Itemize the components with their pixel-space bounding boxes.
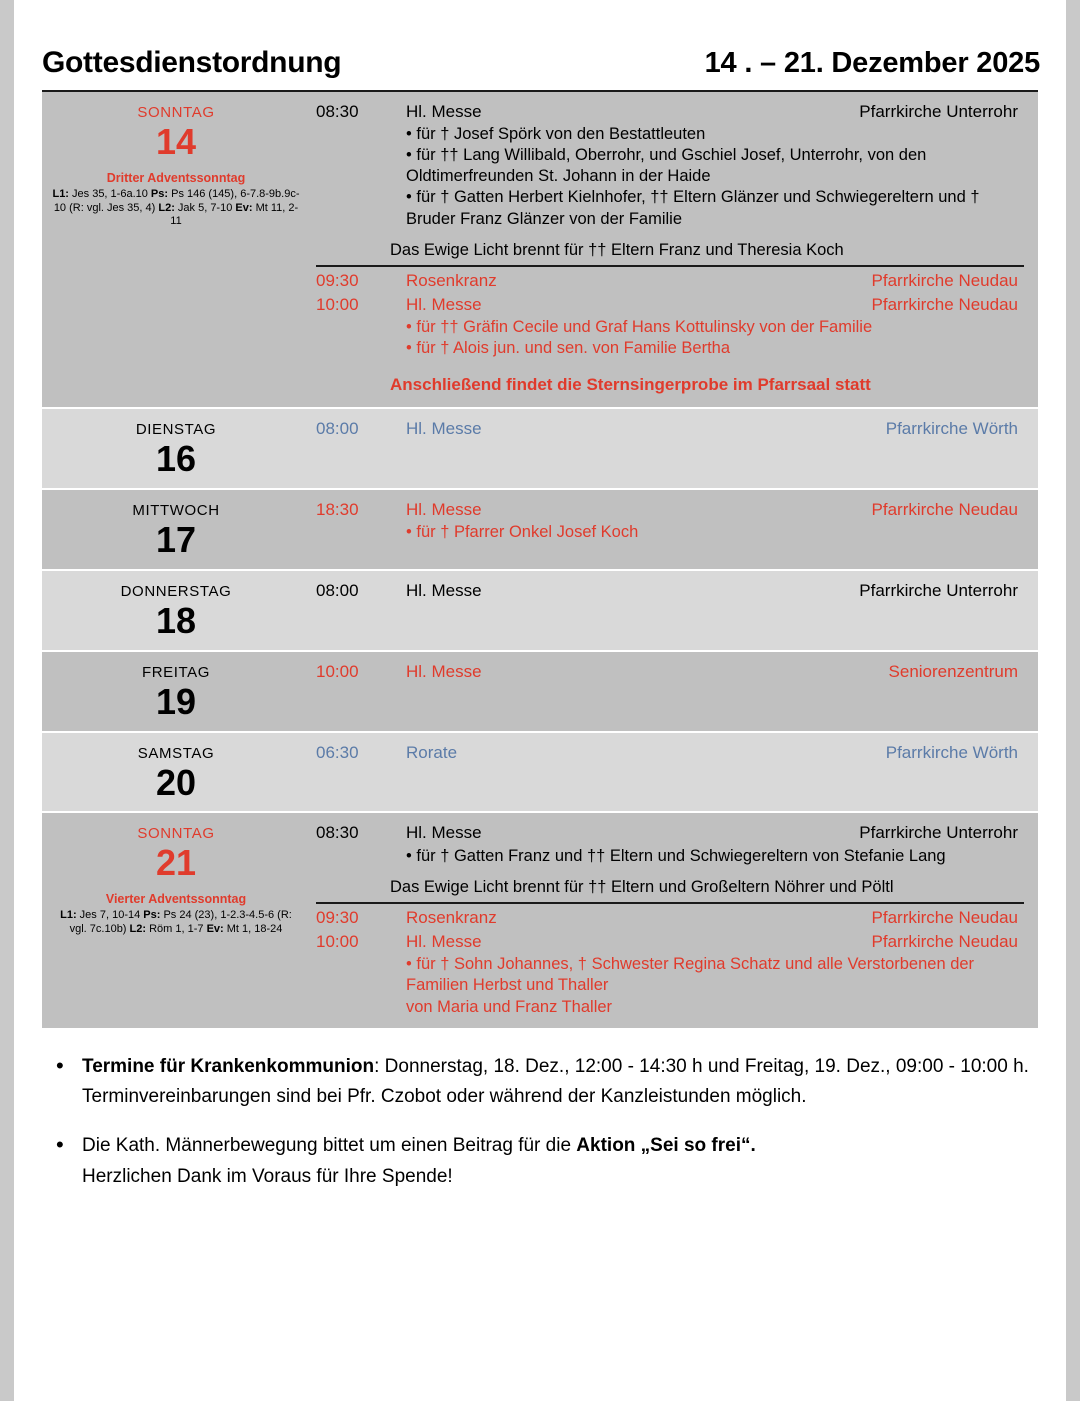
service-time: 08:30: [316, 102, 359, 121]
service-time: 10:00: [316, 295, 359, 315]
feast-label: Vierter Adventssonntag: [105, 892, 247, 907]
note-text: Termine für Krankenkommunion: Donnerstag, 18. Dez., 12:00 - 14:30 h und Freitag, 19. Dez., 09:00 - 10:00 h. Terminvereinbarungen sind bei Pfr. Czobot oder während der Kanzleistunden möglich.: [82, 1055, 1029, 1108]
service-location: Pfarrkirche Neudau: [871, 500, 1018, 520]
mass-intention: • für † Pfarrer Onkel Josef Koch: [406, 523, 639, 542]
service-entry: [310, 293, 1032, 317]
events-column: [310, 571, 1038, 650]
spacer: [310, 230, 1032, 240]
mass-intention: • für †† Gräfin Cecile und Graf Hans Kottulinsky von der Familie: [406, 318, 873, 337]
day-row: [42, 652, 1038, 733]
service-title: Hl. Messe: [406, 419, 482, 439]
note-text: Die Kath. Männerbewegung bittet um einen Beitrag für die Aktion „Sei so frei“. Herzlichen Dank im Voraus für Ihre Spende!: [82, 1135, 756, 1187]
service-title: Hl. Messe: [406, 581, 482, 601]
service-entry: [310, 930, 1032, 954]
page-title: Gottesdienstordnung: [42, 46, 342, 79]
service-time: 09:30: [316, 271, 359, 291]
weekday-label: FREITAG: [141, 663, 211, 681]
footer-notes: [48, 1052, 1032, 1193]
mass-intention: • für † Gatten Herbert Kielnhofer, †† Eltern Glänzer und Schwiegereltern und † Bruder Franz Glänzer von der Familie: [406, 188, 980, 228]
events-column: [310, 409, 1038, 488]
service-entry: [310, 417, 1032, 441]
date-column: [42, 490, 310, 569]
scripture-readings: L1: Jes 35, 1-6a.10 Ps: Ps 146 (145), 6-7.8-9b.9c-10 (R: vgl. Jes 35, 4) L2: Jak 5, 7-10 Ev: Mt 11, 2-11: [52, 187, 300, 228]
spacer: [310, 867, 1032, 877]
service-location: Pfarrkirche Neudau: [871, 295, 1018, 315]
service-entry: [310, 100, 1032, 124]
service-location: Pfarrkirche Neudau: [871, 932, 1018, 952]
service-title: Hl. Messe: [406, 932, 482, 952]
day-row: [42, 733, 1038, 814]
service-time: 18:30: [316, 500, 359, 520]
scripture-readings: L1: Jes 7, 10-14 Ps: Ps 24 (23), 1-2.3-4.5-6 (R: vgl. 7c.10b) L2: Röm 1, 1-7 Ev: Mt 1, 18-24: [60, 909, 292, 936]
day-row: [42, 92, 1038, 409]
weekday-label: DONNERSTAG: [120, 583, 232, 601]
service-time: 08:30: [316, 823, 359, 843]
service-time: 06:30: [316, 742, 359, 762]
page-edge-strip-right: [1066, 0, 1080, 1401]
service-time: 10:00: [316, 661, 359, 681]
day-notice: Anschließend findet die Sternsingerprobe im Pfarrsaal statt: [390, 375, 871, 395]
weekday-label: SONNTAG: [137, 825, 215, 843]
service-title: Hl. Messe: [406, 500, 482, 520]
date-column: [42, 571, 310, 650]
service-location: Pfarrkirche Unterrohr: [859, 102, 1018, 121]
service-location: Pfarrkirche Neudau: [871, 271, 1018, 291]
day-number: 14: [155, 121, 197, 162]
mass-intention: • für † Sohn Johannes, † Schwester Regina Schatz und alle Verstorbenen der Familien Herbst und Thaller: [406, 955, 975, 995]
events-column: [310, 92, 1038, 407]
service-location: Pfarrkirche Unterrohr: [859, 581, 1018, 601]
service-title: Rosenkranz: [406, 908, 497, 928]
day-row: [42, 409, 1038, 490]
service-time: 09:30: [316, 908, 359, 928]
day-number: 18: [155, 600, 197, 642]
eternal-light-note: Das Ewige Licht brennt für †† Eltern und Großeltern Nöhrer und Pöltl: [390, 877, 894, 896]
service-entry: [310, 821, 1032, 845]
date-column: [42, 92, 310, 407]
schedule-table: [42, 90, 1038, 1030]
service-entry: [310, 269, 1032, 293]
day-number: 20: [155, 761, 197, 803]
service-location: Pfarrkirche Wörth: [885, 419, 1018, 439]
mass-intention: • für † Gatten Franz und †† Eltern und Schwiegereltern von Stefanie Lang: [406, 846, 946, 865]
weekday-label: SAMSTAG: [137, 744, 215, 762]
service-entry: [310, 498, 1032, 522]
weekday-label: DIENSTAG: [135, 421, 217, 439]
service-title: Hl. Messe: [406, 295, 482, 315]
bullet-icon: •: [56, 1132, 64, 1158]
service-title: Rosenkranz: [406, 271, 497, 291]
feast-label: Dritter Adventssonntag: [106, 170, 246, 185]
events-column: [310, 490, 1038, 569]
date-column: [42, 733, 310, 812]
service-title: Hl. Messe: [406, 823, 482, 843]
mass-intention: von Maria und Franz Thaller: [406, 997, 613, 1016]
day-row: [42, 571, 1038, 652]
service-time: 08:00: [316, 581, 359, 601]
events-column: [310, 813, 1038, 1027]
day-number: 16: [155, 438, 197, 480]
service-time: 10:00: [316, 932, 359, 952]
eternal-light-note: Das Ewige Licht brennt für †† Eltern Franz und Theresia Koch: [390, 240, 844, 259]
day-number: 17: [155, 519, 197, 561]
document-header: [14, 0, 1066, 90]
service-entry: [310, 906, 1032, 930]
section-divider: [316, 902, 1024, 904]
events-column: [310, 652, 1038, 731]
service-location: Pfarrkirche Unterrohr: [859, 823, 1018, 843]
service-title: Hl. Messe: [406, 661, 482, 681]
day-number: 19: [155, 680, 197, 722]
service-entry: [310, 741, 1032, 765]
service-time: 08:00: [316, 419, 359, 439]
note-item: [48, 1052, 1032, 1114]
service-location: Seniorenzentrum: [888, 661, 1018, 681]
document-page: [14, 0, 1066, 1401]
date-column: [42, 409, 310, 488]
date-range: 14 . – 21. Dezember 2025: [704, 47, 1040, 79]
service-location: Pfarrkirche Wörth: [885, 742, 1018, 762]
mass-intention: • für †† Lang Willibald, Oberrohr, und Gschiel Josef, Unterrohr, von den Oldtimerfreunden St. Johann in der Haide: [406, 146, 927, 186]
mass-intention: • für † Josef Spörk von den Bestattleuten: [406, 125, 706, 144]
day-row: [42, 813, 1038, 1029]
weekday-label: MITTWOCH: [132, 502, 220, 520]
service-entry: [310, 660, 1032, 684]
page-edge-strip-left: [0, 0, 14, 1401]
date-column: [42, 813, 310, 1027]
section-divider: [316, 265, 1024, 267]
service-location: Pfarrkirche Neudau: [871, 908, 1018, 928]
bullet-icon: •: [56, 1052, 64, 1078]
date-column: [42, 652, 310, 731]
service-entry: [310, 579, 1032, 603]
note-item: [48, 1131, 1032, 1193]
service-title: Hl. Messe: [406, 102, 482, 121]
weekday-label: SONNTAG: [137, 104, 215, 121]
day-number: 21: [155, 842, 197, 884]
service-title: Rorate: [406, 742, 458, 762]
day-row: [42, 490, 1038, 571]
events-column: [310, 733, 1038, 812]
mass-intention: • für † Alois jun. und sen. von Familie Bertha: [406, 339, 731, 358]
